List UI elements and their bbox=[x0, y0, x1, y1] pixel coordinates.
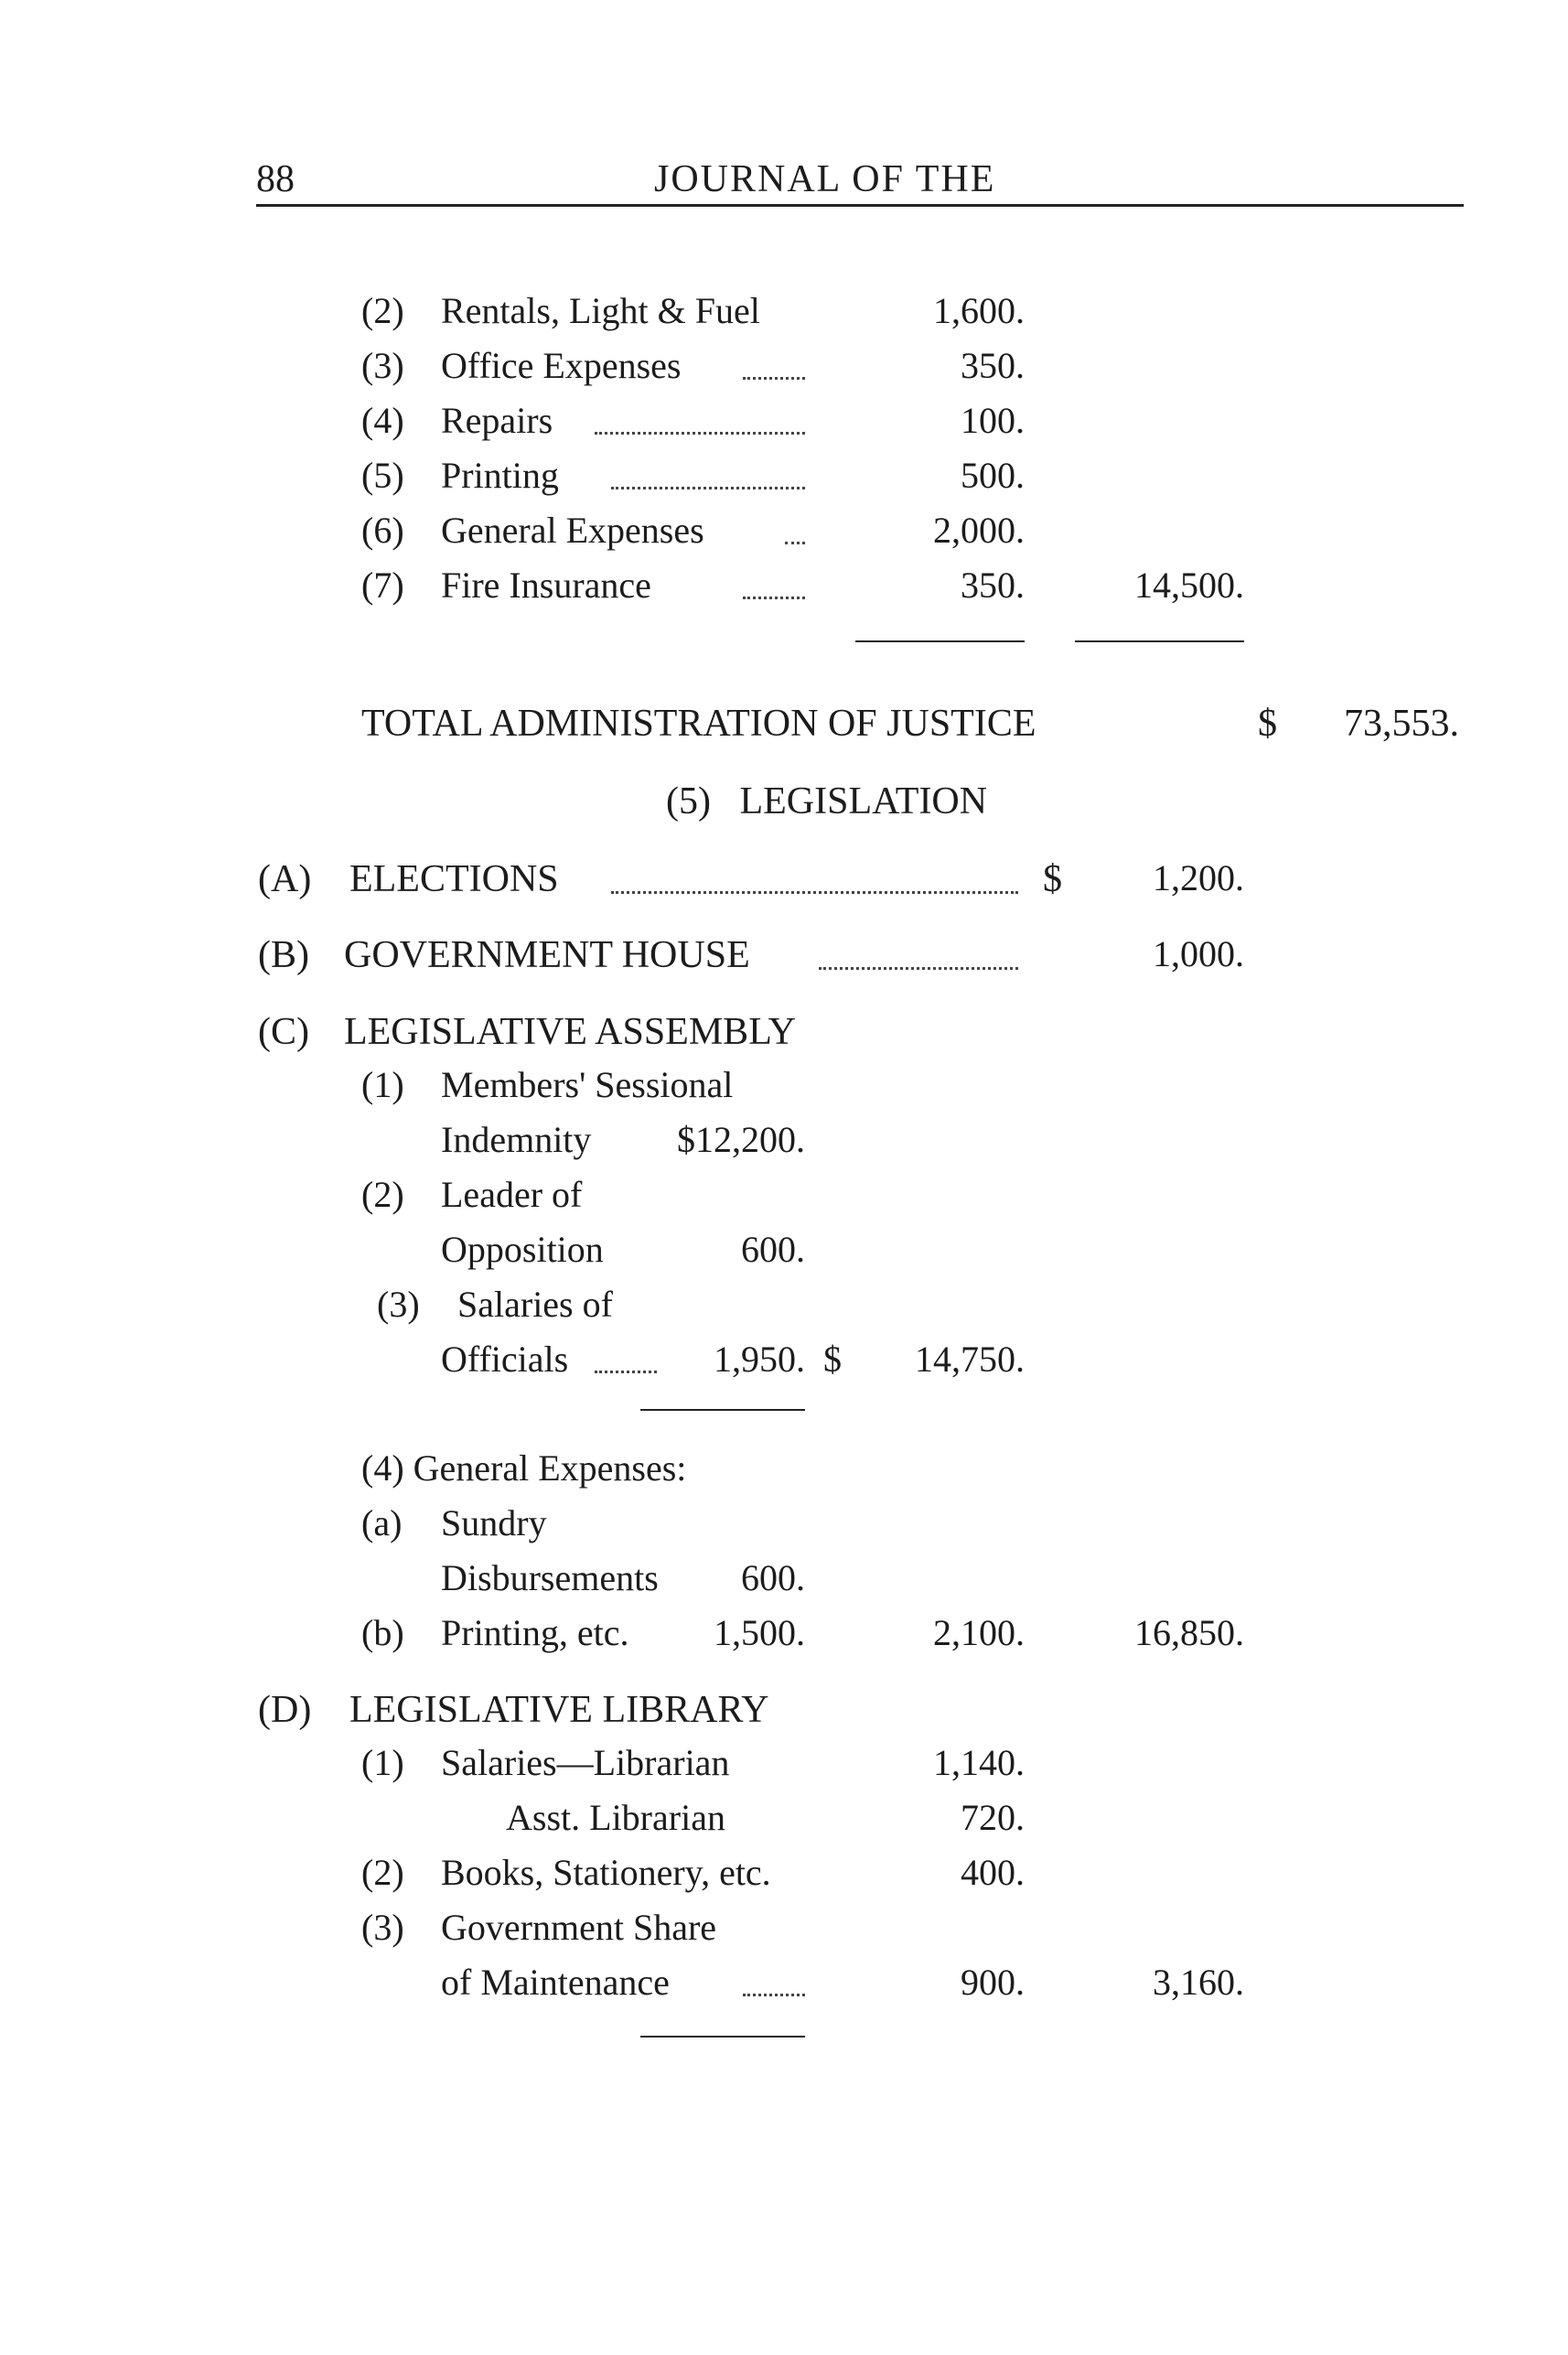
subtotal-currency: $ bbox=[823, 1339, 842, 1380]
item-label: Fire Insurance bbox=[441, 565, 651, 606]
item-amount: 1,140. bbox=[933, 1742, 1025, 1783]
item-amount: 600. bbox=[741, 1557, 805, 1598]
dot-leader bbox=[595, 432, 805, 435]
govt-house-letter: (B) bbox=[258, 934, 309, 976]
item-label: Salaries of bbox=[457, 1284, 613, 1325]
item-label: Rentals, Light & Fuel bbox=[441, 290, 760, 331]
item-label: Sundry bbox=[441, 1502, 547, 1543]
elections-letter: (A) bbox=[258, 858, 312, 900]
assembly-letter: (C) bbox=[258, 1011, 309, 1053]
assembly-total: 16,850. bbox=[1134, 1612, 1244, 1653]
item-amount: 2,000. bbox=[933, 510, 1025, 551]
section-heading: (5) LEGISLATION bbox=[666, 780, 988, 823]
item-number: (1) bbox=[361, 1064, 404, 1105]
item-label: Printing bbox=[441, 455, 559, 496]
item-amount: 1,950. bbox=[714, 1339, 805, 1380]
item-label: Salaries—Librarian bbox=[441, 1742, 730, 1783]
elections-amount: 1,200. bbox=[1153, 857, 1244, 898]
item-number: (b) bbox=[361, 1612, 404, 1653]
item-label: Members' Sessional bbox=[441, 1064, 734, 1105]
item-label: of Maintenance bbox=[441, 1962, 670, 2003]
item-number: (3) bbox=[377, 1284, 420, 1325]
item-amount: 1,600. bbox=[933, 290, 1025, 331]
elections-label: ELECTIONS bbox=[349, 858, 559, 900]
item-label: Government Share bbox=[441, 1907, 717, 1948]
sum-rule bbox=[855, 640, 1025, 642]
item-number: (2) bbox=[361, 290, 404, 331]
item-number: (a) bbox=[361, 1502, 403, 1543]
item-amount: 720. bbox=[961, 1797, 1025, 1838]
item-label: Books, Stationery, etc. bbox=[441, 1852, 771, 1893]
grand-total-currency: $ bbox=[1258, 703, 1277, 745]
item-number: (6) bbox=[361, 510, 404, 551]
item-subtotal: 2,100. bbox=[933, 1612, 1025, 1653]
item-amount: $12,200. bbox=[677, 1119, 805, 1160]
item-label: Asst. Librarian bbox=[506, 1797, 725, 1838]
assembly-subtotal: 14,750. bbox=[915, 1339, 1025, 1380]
sum-rule bbox=[640, 1409, 805, 1411]
item-amount: 350. bbox=[961, 345, 1025, 386]
page-number: 88 bbox=[256, 158, 295, 200]
item-number: (4) bbox=[361, 400, 404, 441]
dot-leader bbox=[819, 967, 1018, 970]
dot-leader bbox=[785, 542, 805, 544]
sum-rule bbox=[1075, 640, 1244, 642]
item-label: Office Expenses bbox=[441, 345, 682, 386]
grand-total-label: TOTAL ADMINISTRATION OF JUSTICE bbox=[361, 703, 1036, 745]
library-letter: (D) bbox=[258, 1689, 312, 1731]
general-expenses-label: (4) General Expenses: bbox=[361, 1447, 687, 1489]
item-label: Printing, etc. bbox=[441, 1612, 629, 1653]
item-label: Officials bbox=[441, 1339, 569, 1380]
item-number: (5) bbox=[361, 455, 404, 496]
item-number: (2) bbox=[361, 1852, 404, 1893]
item-amount: 350. bbox=[961, 565, 1025, 606]
header-rule bbox=[256, 204, 1464, 207]
item-label: General Expenses bbox=[441, 510, 704, 551]
item-label: Indemnity bbox=[441, 1119, 592, 1160]
dot-leader bbox=[611, 487, 805, 489]
assembly-label: LEGISLATIVE ASSEMBLY bbox=[344, 1011, 796, 1053]
library-label: LEGISLATIVE LIBRARY bbox=[349, 1689, 769, 1731]
item-label: Leader of bbox=[441, 1174, 583, 1215]
item-amount: 100. bbox=[961, 400, 1025, 441]
item-amount: 500. bbox=[961, 455, 1025, 496]
item-amount: 400. bbox=[961, 1852, 1025, 1893]
item-amount: 600. bbox=[741, 1229, 805, 1270]
grand-total-amount: 73,553. bbox=[1344, 703, 1459, 745]
section-end-rule bbox=[640, 2036, 805, 2038]
running-title: JOURNAL OF THE bbox=[654, 158, 996, 200]
item-number: (3) bbox=[361, 1907, 404, 1948]
govt-house-label: GOVERNMENT HOUSE bbox=[344, 934, 750, 976]
item-number: (2) bbox=[361, 1174, 404, 1215]
elections-currency: $ bbox=[1043, 858, 1062, 900]
dot-leader bbox=[743, 1994, 805, 1996]
item-number: (1) bbox=[361, 1742, 404, 1783]
item-amount: 1,500. bbox=[714, 1612, 805, 1653]
govt-house-amount: 1,000. bbox=[1153, 933, 1244, 974]
item-label: Repairs bbox=[441, 400, 553, 441]
library-total: 3,160. bbox=[1153, 1962, 1244, 2003]
dot-leader bbox=[611, 891, 1018, 894]
item-total: 14,500. bbox=[1134, 565, 1244, 606]
item-label: Opposition bbox=[441, 1229, 604, 1270]
dot-leader bbox=[743, 597, 805, 599]
dot-leader bbox=[743, 377, 805, 380]
item-number: (3) bbox=[361, 345, 404, 386]
item-amount: 900. bbox=[961, 1962, 1025, 2003]
item-label: Disbursements bbox=[441, 1557, 659, 1598]
item-number: (7) bbox=[361, 565, 404, 606]
